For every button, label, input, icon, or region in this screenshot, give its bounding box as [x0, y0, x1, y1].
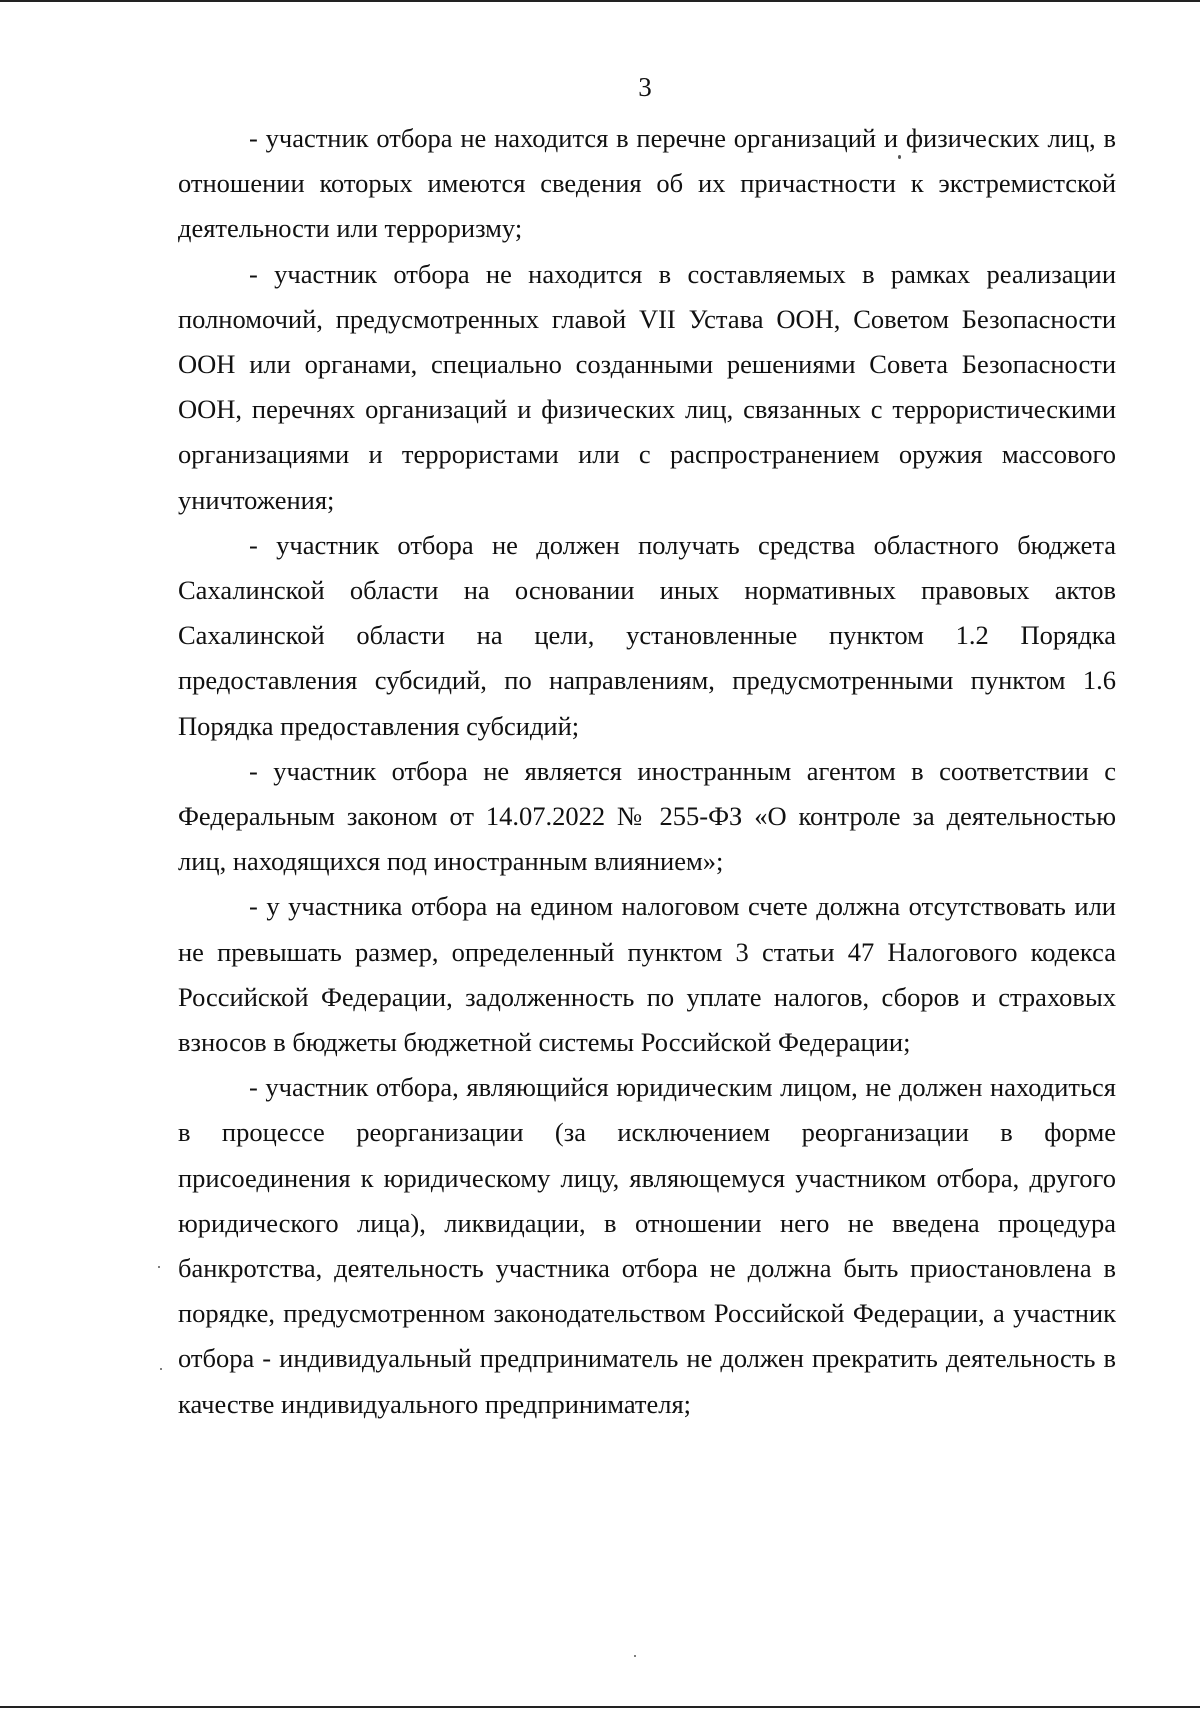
scan-bottom-edge — [0, 1706, 1200, 1708]
document-body — [178, 116, 1116, 1427]
scan-speck — [634, 1655, 636, 1657]
paragraph-regional-budget-funds: - участник отбора не должен получать средства областного бюджета Сахалинской области на основании иных нормативных правовых актов Сахалинской области на цели, установленные пунктом 1.2 Порядка предоставления субсидий, по направлениям, предусмотренными пунктом 1.6 Порядка предоставления субсидий; — [178, 529, 1116, 741]
paragraph-un-sanctions-list: - участник отбора не находится в составляемых в рамках реализации полномочий, предусмотренных главой VII Устава ООН, Советом Безопасности ООН или органами, специально созданными решениями Совета Безопасности ООН, перечнях организаций и физических лиц, связанных с террористическими организациями и террористами или с распространением оружия массового уничтожения; — [178, 258, 1116, 515]
paragraph-reorganization-liquidation: - участник отбора, являющийся юридическим лицом, не должен находиться в процессе реорганизации (за исключением реорганизации в форме присоединения к юридическому лицу, являющемуся участником отбора, другого юридического лица), ликвидации, в отношении него не введена процедура банкротства, деятельность участника отбора не должна быть приостановлена в порядке, предусмотренном законодательством Российской Федерации, а участник отбора - индивидуальный предприниматель не должен прекратить деятельность в качестве индивидуального предпринимателя; — [178, 1072, 1116, 1419]
scan-speck — [158, 1266, 160, 1268]
paragraph-foreign-agent: - участник отбора не является иностранным агентом в соответствии с Федеральным законом от 14.07.2022 № 255-ФЗ «О контроле за деятельностью лиц, находящихся под иностранным влиянием»; — [178, 755, 1116, 877]
paragraph-tax-debt: - у участника отбора на едином налоговом счете должна отсутствовать или не превышать размер, определенный пунктом 3 статьи 47 Налогового кодекса Российской Федерации, задолженность по уплате налогов, сборов и страховых взносов в бюджеты бюджетной системы Российской Федерации; — [178, 891, 1116, 1058]
scan-speck — [160, 1368, 162, 1370]
scan-top-edge — [0, 0, 1200, 2]
paragraph-extremism-list: - участник отбора не находится в перечне организаций и физических лиц, в отношении которых имеются сведения об их причастности к экстремистской деятельности или терроризму; — [178, 123, 1116, 244]
page-number: 3 — [638, 72, 652, 102]
scan-speck — [898, 155, 901, 159]
